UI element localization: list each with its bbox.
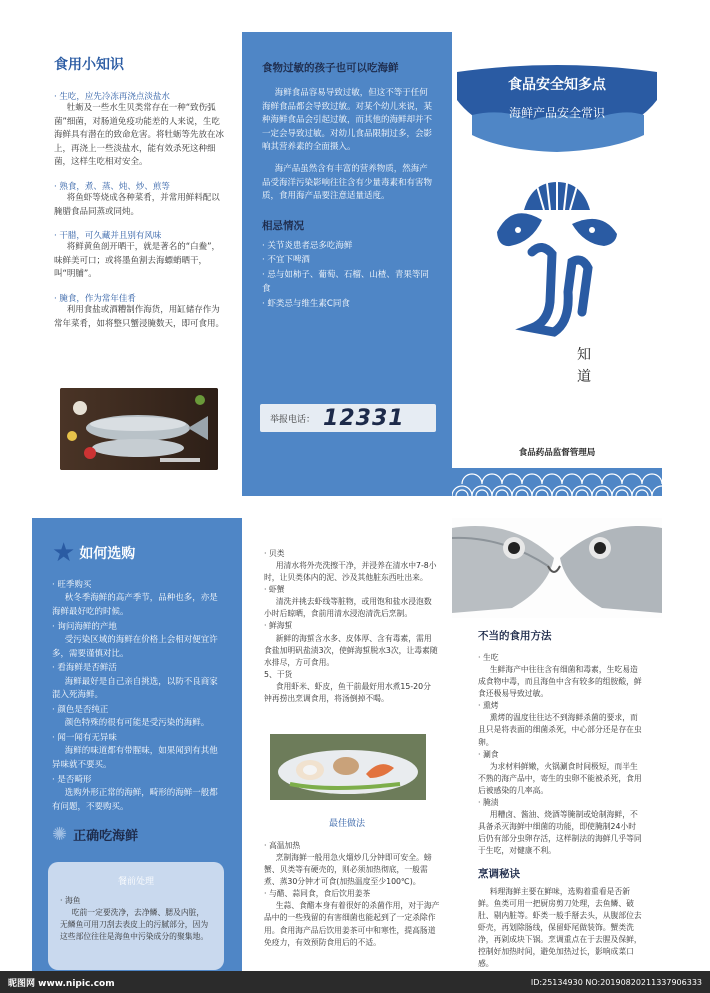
hotline-label: 举报电话：: [270, 414, 316, 425]
item-head: · 干腊，可久藏并且别有风味: [54, 231, 162, 242]
wave-pattern: [452, 468, 662, 496]
buy-item: [52, 620, 226, 662]
contra-item: · 不宜下啤酒: [262, 255, 310, 266]
prep-item: [264, 620, 438, 668]
fish-dish-photo: [60, 388, 218, 470]
item-text: 熏烤的温度往往达不到海鲜杀菌的要求，而且只是将表面的细菌杀死，中心部分还是存在虫卵。: [478, 713, 642, 747]
item-text: 受污染区域的海鲜在价格上会相对便宜许多，需要谨慎对比。: [52, 635, 218, 659]
prep-item: [264, 548, 438, 584]
allergy-title: 食物过敏的孩子也可以吃海鲜: [262, 62, 399, 74]
item-head: · 生吃，应先冷冻再浇点淡盐水: [54, 92, 170, 102]
item-head: · 涮食: [478, 749, 499, 759]
item-text: 秋冬季海鲜的高产季节，品种也多，亦是海鲜最好吃的时候。: [52, 593, 218, 618]
how-to-buy-title: 如何选购: [79, 546, 136, 562]
item-head: · 看海鲜是否鲜活: [52, 663, 117, 674]
item-head: · 高温加热: [264, 841, 301, 850]
item-head: · 贝类: [264, 549, 285, 558]
item-text: 海鲜最好是自己亲自挑选，以防不良商家混入死海鲜。: [52, 676, 218, 701]
hotline-number: 12331: [323, 405, 405, 431]
item-text: 用清水将外壳洗擦干净，并浸养在清水中7-8小时，让贝类体内的泥、沙及其他脏东西吐出来。: [264, 561, 437, 583]
buy-item: [52, 661, 226, 703]
top-middle-panel: [242, 32, 452, 496]
item-head: · 旺季购买: [52, 580, 92, 590]
best-items: [264, 840, 442, 949]
star-icon: ★: [52, 538, 76, 568]
item-text: 利用食盐或酒糟制作海货，用缸储存作为常年菜肴，如将整只蟹浸腌数天，即可食用。: [54, 304, 225, 329]
item-text: 用糟卤、酱油、烧酒等腌制或炝制海鲜，不具备杀灭海鲜中细菌的功能，即使腌制24小时后仍有部分虫卵存活，这样制法的海鲜几乎等同于生吃，对健康不利。: [478, 810, 642, 856]
prep-item: [264, 669, 438, 705]
pre-meal-box: [48, 862, 224, 970]
banner-title: 食品安全知多点: [508, 77, 606, 93]
contra-item: · 虾类忌与维生素C同食: [262, 298, 350, 309]
contra-item: · 忌与如柿子、葡萄、石榴、山楂、青果等同食: [262, 269, 429, 295]
item-text: 将鱼虾等烧成各种菜肴，并常用鲜料配以腌腊食品同蒸或同炖。: [54, 192, 220, 217]
item-text: 生鲜海产中往往含有细菌和毒素，生吃易造成食物中毒，而且海鱼中含有较多的组胺酸，鲜食还极易导致过敏。: [478, 665, 642, 699]
contra-item: · 关节炎患者忌多吃海鲜: [262, 240, 353, 251]
knowledge-item: [54, 229, 228, 282]
prep-item: [264, 584, 438, 620]
pre-meal-head: · 海鱼: [60, 896, 81, 905]
vertical-text: 知: [577, 347, 591, 363]
eat-right-header: [52, 824, 226, 845]
octopus-icon: ✺: [52, 824, 68, 846]
item-head: · 闻一闻有无异味: [52, 732, 117, 743]
item-head: · 熏烤: [478, 701, 499, 711]
item-head: · 腌食，作为常年佳肴: [54, 293, 136, 304]
item-text: 烹制海鲜一般用急火熘炒几分钟即可安全。螃蟹、贝类等有硬壳的，则必须加热彻底，一般需煮、蒸30分钟才可食(加热温度至少100℃)。: [264, 853, 432, 887]
item-head: · 询问海鲜的产地: [52, 621, 117, 632]
cooking-tips-title: 烹调秘诀: [478, 868, 520, 880]
vertical-text: 道: [577, 369, 591, 385]
knowledge-item: [54, 292, 228, 331]
item-head: · 鲜海蜇: [264, 621, 293, 631]
bottom-middle-panel: [242, 518, 452, 973]
buy-item: [52, 773, 226, 815]
item-text: 清洗并挑去虾线等脏物，或用饱和盐水浸泡数小时后晾晒，食前用清水浸泡清洗后烹制。: [264, 597, 432, 619]
knowledge-item: [54, 180, 228, 219]
top-right-panel: [452, 32, 662, 496]
item-head: · 颜色是否纯正: [52, 704, 109, 715]
watermark-bar: [0, 971, 710, 993]
item-head: · 虾蟹: [264, 585, 285, 595]
item-text: 将鲜黄鱼剖开晒干，就是著名的“白鲞”，味鲜美可口；或将墨鱼割去海螵蛸晒干，叫“明脯”。: [54, 242, 221, 280]
bottom-right-panel: [452, 518, 662, 973]
improper-eating-title: 不当的食用方法: [478, 630, 552, 642]
contraindication-title: 相忌情况: [262, 219, 304, 232]
allergy-paragraph: 海产品虽然含有丰富的营养物质，然海产品受海洋污染影响往往含有少量毒素和有害物质，食用海产品要注意适量适度。: [262, 163, 433, 202]
eat-right-title: 正确吃海鲜: [73, 829, 139, 845]
item-text: 食用虾米、虾皮，鱼干前最好用水煮15-20分钟再捞出烹调食用，将汤倒掉不喝。: [264, 681, 431, 703]
buy-item: [52, 703, 226, 731]
how-to-buy-header: [52, 540, 226, 566]
seafood-logo: [492, 172, 622, 342]
top-left-panel: [32, 32, 242, 496]
two-fish-photo: [452, 518, 662, 618]
best-practice-caption: 最佳做法: [328, 819, 365, 829]
item-head: · 是否畸形: [52, 774, 92, 785]
item-head: · 与醋、蒜同食，食后饮用姜茶: [264, 889, 371, 899]
cooking-tips-text: 料理海鲜主要在鲜味，选购着重看是否新鲜。鱼类可用一把厨房剪刀处理，去鱼鳞、破肚、剔内脏等。虾类一般手掰去头，从腹部位去虾壳，再划除肠线，保留虾尾做装饰。蟹类洗净，再剁成块下锅。烹调重点在于去腥及保鲜，控制好加热时间，避免加热过长，影响成菜口感。: [478, 887, 642, 969]
buy-item: [52, 578, 226, 620]
item-text: 生蒜、食醋本身有着很好的杀菌作用，对于海产品中的一些残留的有害细菌也能起到了一定杀除作用。食用海产品后饮用姜茶可中和寒性，提高肠道免疫力，有效预防食用后的不适。: [264, 901, 440, 947]
item-head: · 生吃: [478, 653, 499, 662]
item-text: 为求材料鲜嫩，火锅涮食时间极短，而半生不熟的海产品中，寄生的虫卵不能被杀死，食用后被感染的几率高。: [478, 761, 642, 795]
item-text: 海鲜的味道都有带腥味，如果闻到有其他异味就不要买。: [52, 746, 218, 770]
hotline-box: [260, 404, 436, 432]
knowledge-item: [54, 90, 228, 170]
improper-items: [478, 652, 642, 857]
item-head: 5、干货: [264, 669, 293, 679]
pre-meal-title: 餐前处理: [117, 877, 154, 887]
item-head: · 熟食，煮、蒸、炖、炒、煎等: [54, 181, 170, 192]
buy-item: [52, 731, 226, 773]
allergy-paragraph: 海鲜食品容易导致过敏，但这不等于任何海鲜食品都会导致过敏。对某个幼儿来说，某种海鲜食品会引起过敏，而其他的海鲜却并不一定会导致过敏。对幼儿食品限制过多，会影响其营养素的全面摄入。: [262, 88, 433, 153]
item-text: 颜色特殊的很有可能是受污染的海鲜。: [64, 718, 210, 729]
item-text: 新鲜的海蜇含水多、皮体厚、含有毒素，需用食盐加明矾盐渍3次，使鲜海蜇脱水3次，让毒素随水排尽，方可食用。: [264, 633, 438, 667]
pre-meal-text: 吃前一定要洗净，去净鳞、腮及内脏，无鳞鱼可用刀刮去表皮上的污腻部分，因为这些部位往往是海鱼中污染成分的聚集地。: [60, 908, 209, 942]
item-text: 选购外形正常的海鲜，畸形的海鲜一般都有问题，不要购买。: [52, 787, 218, 812]
watermark-logo: 昵图网 www.nipic.com: [8, 978, 115, 989]
watermark-id: ID:25134930 NO:20190820211337906333: [530, 977, 702, 987]
banner-subtitle: 海鲜产品安全常识: [508, 106, 605, 120]
agency-name: 食品药品监督管理局: [518, 448, 596, 458]
item-text: 牡蛎及一些水生贝类常存在一种“致伤弧菌”细菌，对肠道免疫功能差的人来说，生吃海鲜具有潜在的致命危害。将牡蛎等先放在冰上，再浇上一些淡盐水，能有效杀死这种细菌，这样生吃相对安全。: [54, 103, 225, 168]
bottom-left-panel: [32, 518, 242, 973]
item-head: · 腌渍: [478, 797, 499, 807]
seafood-plate-photo: [270, 734, 426, 800]
section-title-food-knowledge: 食用小知识: [54, 57, 124, 73]
